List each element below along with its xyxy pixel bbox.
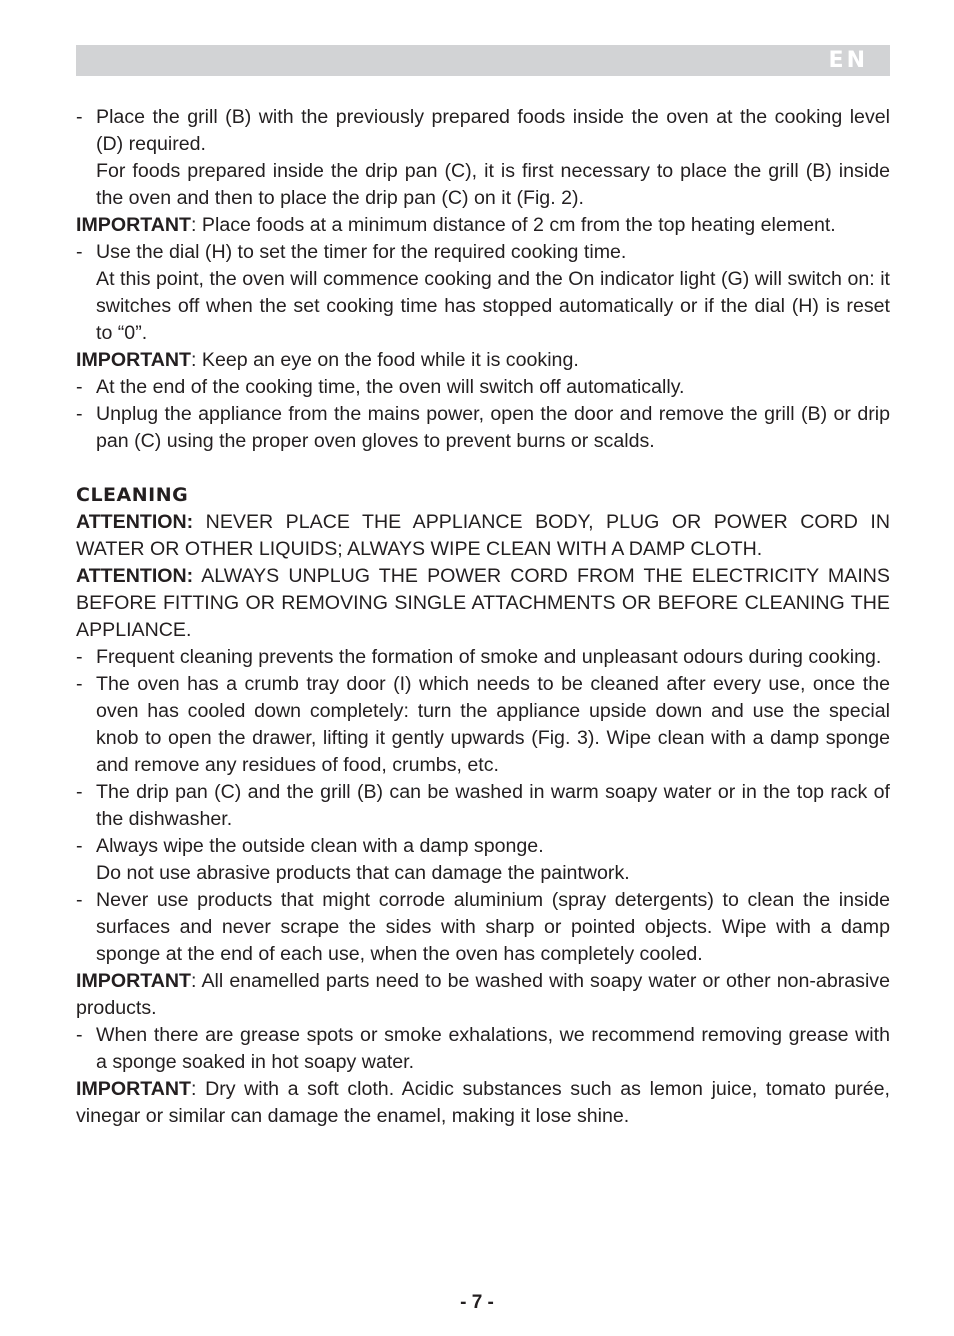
list-item-text: Always wipe the outside clean with a damp sponge. bbox=[96, 835, 544, 857]
bullet-dash: - bbox=[76, 241, 83, 263]
list-item bbox=[76, 374, 890, 401]
bullet-dash: - bbox=[76, 673, 83, 695]
list-item-text: Use the dial (H) to set the timer for the required cooking time. bbox=[96, 241, 627, 263]
important-label: IMPORTANT bbox=[76, 349, 192, 371]
list-item-text: Frequent cleaning prevents the formation of smoke and unpleasant odours during cooking. bbox=[96, 646, 882, 668]
list-item-continuation: Do not use abrasive products that can damage the paintwork. bbox=[96, 862, 630, 884]
important-text: : Dry with a soft cloth. Acidic substances such as lemon juice, tomato purée, vinegar or similar can damage the enamel, making it lose shine. bbox=[76, 1078, 890, 1127]
important-note bbox=[76, 968, 890, 1022]
attention-label: ATTENTION: bbox=[76, 565, 194, 587]
list-item-text: The drip pan (C) and the grill (B) can be washed in warm soapy water or in the top rack of the dishwasher. bbox=[96, 781, 890, 830]
page-number: - 7 - bbox=[460, 1292, 494, 1313]
bullet-dash: - bbox=[76, 646, 83, 668]
important-note bbox=[76, 1076, 890, 1130]
manual-content bbox=[76, 104, 890, 1130]
list-item-text: When there are grease spots or smoke exhalations, we recommend removing grease with a sponge soaked in hot soapy water. bbox=[96, 1024, 890, 1073]
attention-label: ATTENTION: bbox=[76, 511, 194, 533]
list-item bbox=[76, 887, 890, 968]
bullet-dash: - bbox=[76, 781, 83, 803]
bullet-dash: - bbox=[76, 376, 83, 398]
attention-text: ALWAYS UNPLUG THE POWER CORD FROM THE ELECTRICITY MAINS BEFORE FITTING OR REMOVING SINGLE ATTACHMENTS OR BEFORE CLEANING THE APPLIANCE. bbox=[76, 565, 890, 641]
list-item bbox=[76, 104, 890, 158]
bullet-dash: - bbox=[76, 403, 83, 425]
list-item-continuation: For foods prepared inside the drip pan (C), it is first necessary to place the grill (B) inside the oven and then to place the drip pan (C) on it (Fig. 2). bbox=[96, 160, 890, 209]
list-item-text: Place the grill (B) with the previously prepared foods inside the oven at the cooking level (D) required. bbox=[96, 106, 890, 155]
list-item bbox=[76, 1022, 890, 1076]
bullet-dash: - bbox=[76, 106, 83, 128]
list-item-text: Never use products that might corrode aluminium (spray detergents) to clean the inside surfaces and never scrape the sides with sharp or pointed objects. Wipe with a damp sponge at the end of each use, when the oven has completely cooled. bbox=[96, 889, 890, 965]
important-text: : Place foods at a minimum distance of 2 cm from the top heating element. bbox=[191, 214, 836, 236]
important-text: : All enamelled parts need to be washed with soapy water or other non-abrasive products. bbox=[76, 970, 890, 1019]
list-item-text: At the end of the cooking time, the oven will switch off automatically. bbox=[96, 376, 685, 398]
important-note bbox=[76, 347, 890, 374]
language-badge: EN bbox=[828, 48, 868, 73]
list-item bbox=[76, 239, 890, 266]
important-label: IMPORTANT bbox=[76, 1078, 192, 1100]
bullet-dash: - bbox=[76, 835, 83, 857]
list-item bbox=[76, 644, 890, 671]
important-label: IMPORTANT bbox=[76, 970, 192, 992]
list-item bbox=[76, 833, 890, 860]
important-text: : Keep an eye on the food while it is cooking. bbox=[191, 349, 579, 371]
cleaning-heading: CLEANING bbox=[76, 484, 189, 506]
attention-note bbox=[76, 563, 890, 644]
attention-text: NEVER PLACE THE APPLIANCE BODY, PLUG OR POWER CORD IN WATER OR OTHER LIQUIDS; ALWAYS WIPE CLEAN WITH A DAMP CLOTH. bbox=[76, 511, 890, 560]
attention-note bbox=[76, 509, 890, 563]
important-note bbox=[76, 212, 890, 239]
list-item-text: The oven has a crumb tray door (I) which needs to be cleaned after every use, once the oven has cooled down completely: turn the appliance upside down and use the special knob to open the drawer, lifting it gently upwards (Fig. 3). Wipe clean with a damp sponge and remove any residues of food, crumbs, etc. bbox=[96, 673, 890, 776]
page-header-bar bbox=[76, 45, 890, 76]
list-item bbox=[76, 671, 890, 779]
important-label: IMPORTANT bbox=[76, 214, 192, 236]
list-item-text: Unplug the appliance from the mains power, open the door and remove the grill (B) or drip pan (C) using the proper oven gloves to prevent burns or scalds. bbox=[96, 403, 890, 452]
list-item bbox=[76, 401, 890, 455]
bullet-dash: - bbox=[76, 889, 83, 911]
list-item bbox=[76, 779, 890, 833]
bullet-dash: - bbox=[76, 1024, 83, 1046]
list-item-continuation: At this point, the oven will commence cooking and the On indicator light (G) will switch on: it switches off when the set cooking time has stopped automatically or if the dial (H) is reset to “0”. bbox=[96, 268, 890, 344]
